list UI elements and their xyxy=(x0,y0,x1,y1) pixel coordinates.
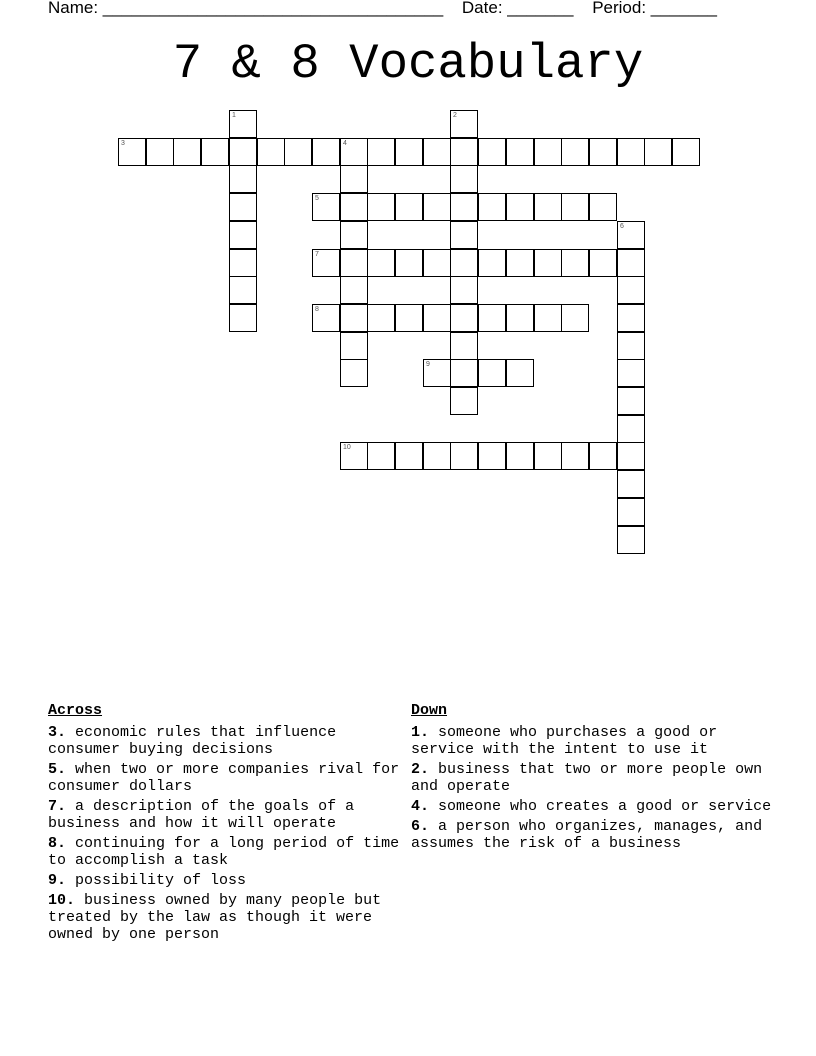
crossword-cell[interactable] xyxy=(450,138,478,166)
crossword-cell[interactable] xyxy=(617,415,645,443)
crossword-cell[interactable] xyxy=(450,332,478,360)
down-heading: Down xyxy=(411,702,448,719)
name-field[interactable]: Name: ____________________________________ xyxy=(48,0,444,17)
crossword-cell[interactable] xyxy=(561,193,589,221)
crossword-cell[interactable] xyxy=(340,304,368,332)
crossword-cell[interactable] xyxy=(617,304,645,332)
crossword-cell[interactable] xyxy=(201,138,229,166)
crossword-cell[interactable] xyxy=(395,193,423,221)
crossword-cell[interactable] xyxy=(229,249,257,277)
down-clues xyxy=(411,702,773,855)
crossword-cell[interactable] xyxy=(617,387,645,415)
crossword-cell[interactable] xyxy=(450,276,478,304)
crossword-cell[interactable] xyxy=(229,276,257,304)
crossword-cell[interactable] xyxy=(534,249,562,277)
clue-number: 4 xyxy=(343,140,347,147)
crossword-cell[interactable] xyxy=(617,138,645,166)
crossword-cell[interactable] xyxy=(450,193,478,221)
crossword-cell[interactable] xyxy=(367,442,395,470)
crossword-cell[interactable] xyxy=(229,304,257,332)
crossword-cell[interactable] xyxy=(617,332,645,360)
crossword-cell[interactable] xyxy=(367,249,395,277)
clue-number: 5 xyxy=(315,195,319,202)
clue-down-1: 1. someone who purchases a good or service with the intent to use it xyxy=(411,724,718,758)
clue-across-9: 9. possibility of loss xyxy=(48,872,247,889)
clue-number: 6 xyxy=(620,223,624,230)
crossword-cell[interactable] xyxy=(478,249,506,277)
crossword-cell[interactable] xyxy=(450,249,478,277)
crossword-cell[interactable] xyxy=(478,359,506,387)
crossword-cell[interactable] xyxy=(506,304,534,332)
crossword-cell[interactable] xyxy=(450,442,478,470)
crossword-cell[interactable] xyxy=(450,221,478,249)
clue-across-3: 3. economic rules that influence consumer buying decisions xyxy=(48,724,337,758)
crossword-cell[interactable] xyxy=(450,304,478,332)
crossword-cell[interactable] xyxy=(423,193,451,221)
crossword-cell[interactable] xyxy=(478,138,506,166)
crossword-cell[interactable] xyxy=(340,359,368,387)
clue-number: 3 xyxy=(121,140,125,147)
crossword-cell[interactable] xyxy=(589,193,617,221)
crossword-cell[interactable] xyxy=(229,165,257,193)
crossword-cell[interactable] xyxy=(534,304,562,332)
crossword-cell[interactable] xyxy=(561,304,589,332)
crossword-cell[interactable] xyxy=(617,470,645,498)
across-clues xyxy=(48,702,410,946)
clue-number: 8 xyxy=(315,306,319,313)
crossword-cell[interactable] xyxy=(617,276,645,304)
crossword-cell[interactable] xyxy=(506,249,534,277)
crossword-cell[interactable] xyxy=(229,138,257,166)
crossword-cell[interactable] xyxy=(229,193,257,221)
crossword-cell[interactable] xyxy=(589,442,617,470)
crossword-cell[interactable] xyxy=(589,138,617,166)
across-heading: Across xyxy=(48,702,103,719)
crossword-cell[interactable] xyxy=(312,249,340,277)
crossword-cell[interactable] xyxy=(561,138,589,166)
clue-number: 9 xyxy=(426,361,430,368)
crossword-cell[interactable] xyxy=(506,193,534,221)
crossword-cell[interactable] xyxy=(450,359,478,387)
crossword-cell[interactable] xyxy=(534,138,562,166)
crossword-cell[interactable] xyxy=(450,110,478,138)
crossword-cell[interactable] xyxy=(617,249,645,277)
crossword-cell[interactable] xyxy=(395,138,423,166)
crossword-cell[interactable] xyxy=(423,304,451,332)
crossword-cell[interactable] xyxy=(340,276,368,304)
crossword-cell[interactable] xyxy=(340,442,368,470)
crossword-cell[interactable] xyxy=(423,359,451,387)
crossword-cell[interactable] xyxy=(534,442,562,470)
clue-across-10: 10. business owned by many people but treated by the law as though it were owned by one person xyxy=(48,892,382,943)
crossword-cell[interactable] xyxy=(478,193,506,221)
clue-number: 7 xyxy=(315,251,319,258)
clue-number: 10 xyxy=(343,444,351,451)
crossword-cell[interactable] xyxy=(534,193,562,221)
crossword-cell[interactable] xyxy=(478,442,506,470)
crossword-cell[interactable] xyxy=(506,359,534,387)
date-field[interactable]: Date: _______ xyxy=(461,0,574,17)
crossword-cell[interactable] xyxy=(312,304,340,332)
crossword-cell[interactable] xyxy=(617,442,645,470)
clue-down-4: 4. someone who creates a good or service xyxy=(411,798,772,815)
crossword-cell[interactable] xyxy=(229,110,257,138)
crossword-cell[interactable] xyxy=(423,249,451,277)
crossword-cell[interactable] xyxy=(561,442,589,470)
clue-down-2: 2. business that two or more people own and operate xyxy=(411,761,763,795)
crossword-cell[interactable] xyxy=(340,249,368,277)
clue-number: 2 xyxy=(453,112,457,119)
crossword-cell[interactable] xyxy=(423,442,451,470)
clue-across-7: 7. a description of the goals of a business and how it will operate xyxy=(48,798,355,832)
crossword-cell[interactable] xyxy=(340,165,368,193)
crossword-cell[interactable] xyxy=(173,138,201,166)
crossword-cell[interactable] xyxy=(617,359,645,387)
crossword-cell[interactable] xyxy=(367,138,395,166)
crossword-cell[interactable] xyxy=(340,138,368,166)
clue-across-5: 5. when two or more companies rival for consumer dollars xyxy=(48,761,400,795)
crossword-cell[interactable] xyxy=(367,193,395,221)
crossword-cell[interactable] xyxy=(506,442,534,470)
crossword-cell[interactable] xyxy=(340,332,368,360)
crossword-cell[interactable] xyxy=(506,138,534,166)
crossword-cell[interactable] xyxy=(395,249,423,277)
crossword-cell[interactable] xyxy=(312,193,340,221)
crossword-cell[interactable] xyxy=(423,138,451,166)
crossword-cell[interactable] xyxy=(395,442,423,470)
crossword-cell[interactable] xyxy=(229,221,257,249)
crossword-cell[interactable] xyxy=(395,304,423,332)
clue-down-6: 6. a person who organizes, manages, and assumes the risk of a business xyxy=(411,818,763,852)
crossword-cell[interactable] xyxy=(340,193,368,221)
clue-across-8: 8. continuing for a long period of time to accomplish a task xyxy=(48,835,400,869)
crossword-cell[interactable] xyxy=(617,498,645,526)
crossword-cell[interactable] xyxy=(118,138,146,166)
crossword-cell[interactable] xyxy=(450,165,478,193)
page-title: 7 & 8 Vocabulary xyxy=(172,36,644,92)
crossword-cell[interactable] xyxy=(478,304,506,332)
crossword-cell[interactable] xyxy=(589,249,617,277)
crossword-cell[interactable] xyxy=(617,526,645,554)
crossword-cell[interactable] xyxy=(146,138,174,166)
crossword-cell[interactable] xyxy=(312,138,340,166)
crossword-cell[interactable] xyxy=(340,221,368,249)
period-field[interactable]: Period: _______ xyxy=(592,0,717,17)
crossword-cell[interactable] xyxy=(644,138,672,166)
clue-number: 1 xyxy=(232,112,236,119)
crossword-cell[interactable] xyxy=(367,304,395,332)
crossword-cell[interactable] xyxy=(672,138,700,166)
crossword-cell[interactable] xyxy=(257,138,285,166)
crossword-cell[interactable] xyxy=(450,387,478,415)
crossword-cell[interactable] xyxy=(617,221,645,249)
crossword-cell[interactable] xyxy=(284,138,312,166)
crossword-cell[interactable] xyxy=(561,249,589,277)
